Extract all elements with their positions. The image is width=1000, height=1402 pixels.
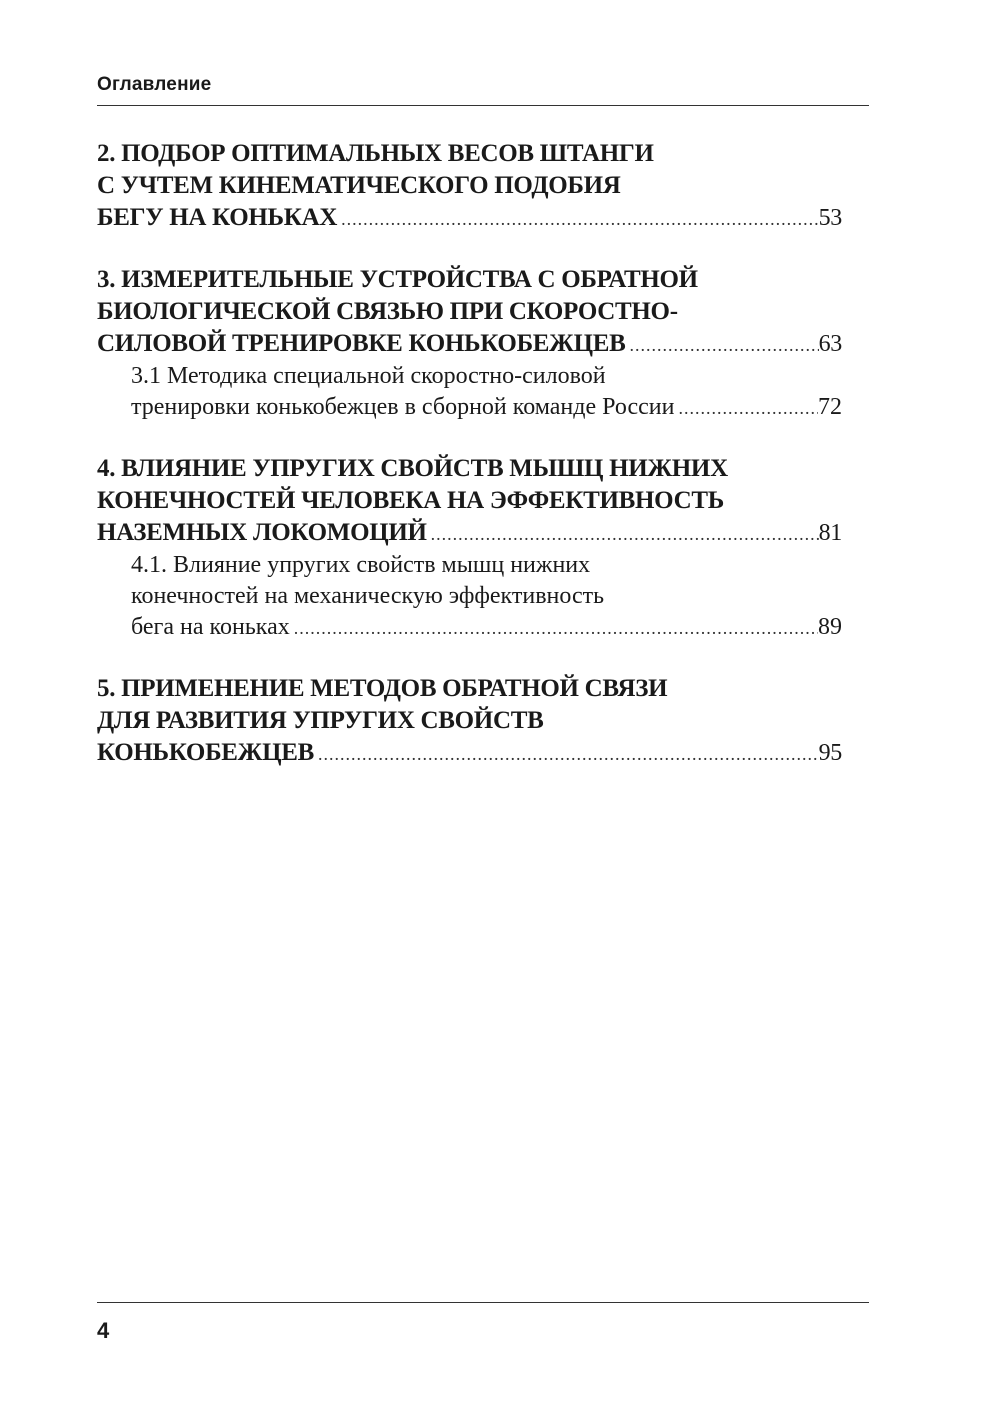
chapter-title-line: ДЛЯ РАЗВИТИЯ УПРУГИХ СВОЙСТВ xyxy=(97,707,544,734)
subsection-title-line: бега на коньках xyxy=(131,614,290,640)
dot-leader xyxy=(337,203,818,235)
chapter-title-line: КОНЬКОБЕЖЦЕВ xyxy=(97,739,314,766)
running-header-title: Оглавление xyxy=(97,74,212,95)
dot-leader xyxy=(314,738,819,770)
page-reference: 53 xyxy=(818,205,842,231)
dot-leader xyxy=(626,329,819,361)
chapter-title-line: 2. ПОДБОР ОПТИМАЛЬНЫХ ВЕСОВ ШТАНГИ xyxy=(97,140,654,167)
dot-leader xyxy=(427,518,819,550)
subsection-title-line: тренировки конькобежцев в сборной команде России xyxy=(131,394,675,420)
toc-entry-chapter-5[interactable] xyxy=(97,673,842,770)
chapter-title-line: 4. ВЛИЯНИЕ УПРУГИХ СВОЙСТВ МЫШЦ НИЖНИХ xyxy=(97,455,728,482)
footer-rule xyxy=(97,1302,869,1303)
chapter-title-line: С УЧТЕМ КИНЕМАТИЧЕСКОГО ПОДОБИЯ xyxy=(97,172,621,199)
toc-subentry-3-1[interactable] xyxy=(97,361,842,424)
page-reference: 63 xyxy=(818,331,842,357)
table-of-contents xyxy=(97,138,842,799)
chapter-title-line: НАЗЕМНЫХ ЛОКОМОЦИЙ xyxy=(97,519,427,546)
chapter-title-line: БЕГУ НА КОНЬКАХ xyxy=(97,204,338,231)
page-reference: 89 xyxy=(818,614,842,640)
toc-entry-chapter-2[interactable] xyxy=(97,138,842,235)
toc-entry-chapter-4[interactable] xyxy=(97,453,842,644)
subsection-title-line: конечностей на механическую эффективность xyxy=(131,583,605,609)
dot-leader xyxy=(290,613,818,644)
chapter-title-line: 5. ПРИМЕНЕНИЕ МЕТОДОВ ОБРАТНОЙ СВЯЗИ xyxy=(97,675,668,702)
page-number: 4 xyxy=(97,1318,110,1343)
dot-leader xyxy=(674,393,818,424)
page-reference: 72 xyxy=(818,394,842,420)
chapter-title-line: 3. ИЗМЕРИТЕЛЬНЫЕ УСТРОЙСТВА С ОБРАТНОЙ xyxy=(97,266,698,293)
header-rule xyxy=(97,105,869,106)
toc-subentry-4-1[interactable] xyxy=(97,550,842,644)
subsection-title-line: 4.1. Влияние упругих свойств мышц нижних xyxy=(131,552,591,578)
subsection-title-line: 3.1 Методика специальной скоростно-силовой xyxy=(131,363,606,389)
toc-entry-chapter-3[interactable] xyxy=(97,264,842,424)
chapter-title-line: БИОЛОГИЧЕСКОЙ СВЯЗЬЮ ПРИ СКОРОСТНО- xyxy=(97,298,678,325)
page-reference: 81 xyxy=(818,520,842,546)
chapter-title-line: КОНЕЧНОСТЕЙ ЧЕЛОВЕКА НА ЭФФЕКТИВНОСТЬ xyxy=(97,487,724,514)
page-reference: 95 xyxy=(818,740,842,766)
chapter-title-line: СИЛОВОЙ ТРЕНИРОВКЕ КОНЬКОБЕЖЦЕВ xyxy=(97,330,626,357)
